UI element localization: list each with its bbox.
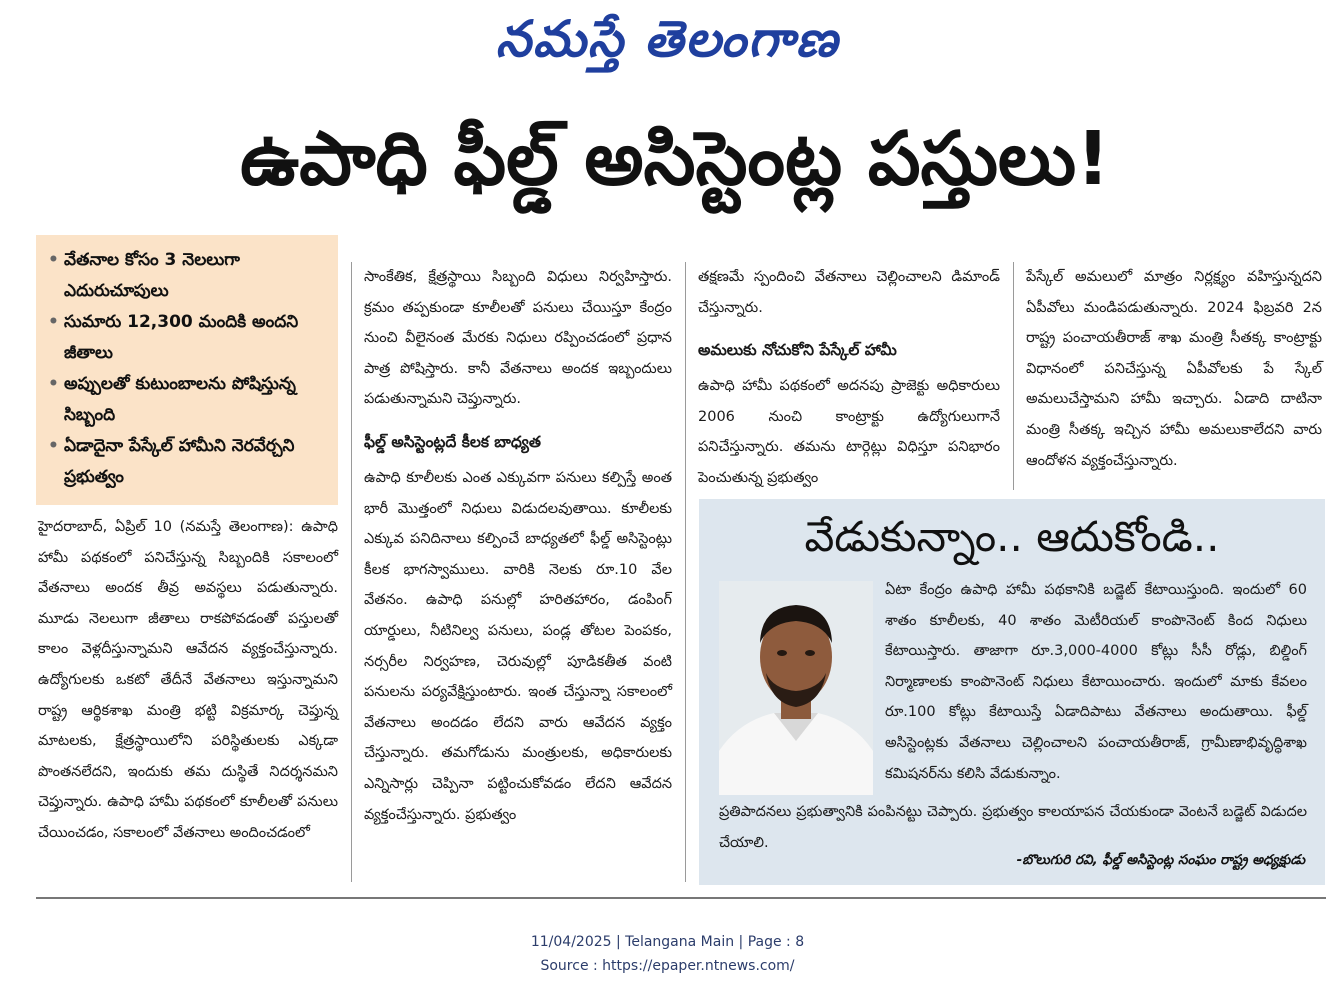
person-portrait-icon [719,581,873,795]
paragraph: పేస్కేల్ అమలులో మాత్రం నిర్లక్ష్యం వహిస్తున్నదని ఏపీవోలు మండిపడుతున్నారు. 2024 ఫిబ్రవరి 2న రాష్ట్ర పంచాయతీరాజ్ శాఖ మంత్రి సీతక్క కాంట్రాక్టు విధానంలో పనిచేస్తున్న ఏపీవోలకు పే స్కేల్ అమలుచేస్తామని హామీ ఇచ్చారు. ఏడాది దాటినా మంత్రి సీతక్క ఇచ్చిన హామీ అమలుకాలేదని వారు ఆందోళన వ్యక్తంచేస్తున్నారు. [1026,269,1322,469]
column-divider [685,262,686,882]
paragraph: సాంకేతిక, క్షేత్రస్థాయి సిబ్బంది విధులు నిర్వహిస్తారు. క్రమం తప్పకుండా కూలీలతో పనులు చేయిస్తూ కేంద్రం నుంచి వీలైనంత మేరకు నిధులు రప్పించడంలో ప్రధాన పాత్ర పోషిస్తారు. కానీ వేతనాలు అందక ఇబ్బందులు పడుతున్నామని చెప్తున్నారు. [364,269,672,408]
highlight-item: • వేతనాల కోసం 3 నెలలుగా ఎదురుచూపులు [48,245,330,307]
article-column-2 [364,262,672,830]
highlight-item: • ఏడాదైనా పేస్కేల్ హామీని నెరవేర్చని ప్రభుత్వం [48,431,330,493]
paragraph: హైదరాబాద్, ఏప్రిల్ 10 (నమస్తే తెలంగాణ): ఉపాధి హామీ పథకంలో పనిచేస్తున్న సిబ్బందికి సకాలంలో వేతనాలు అందక తీవ్ర అవస్థలు పడుతున్నారు. మూడు నెలలుగా జీతాలు రాకపోవడంతో పస్తులతో కాలం వెళ్లదీస్తున్నామని ఆవేదన వ్యక్తంచేస్తున్నారు. ఉద్యోగులకు ఒకటో తేదీనే వేతనాలు ఇస్తున్నామని రాష్ట్ర ఆర్థికశాఖ మంత్రి భట్టి విక్రమార్క చెప్తున్న మాటలకు, క్షేత్రస్థాయిలోని పరిస్థితులకు ఎక్కడా పొంతనలేదని, ఇందుకు తమ దుస్థితే నిదర్శనమని చెప్తున్నారు. ఉపాధి హామీ పథకంలో కూలీలతో పనులు చేయించడం, సకాలంలో వేతనాలు అందించడంలో [38,519,338,841]
bullet-icon: • [48,250,59,270]
footer-source: Source : https://epaper.ntnews.com/ [540,958,795,974]
newspaper-masthead: నమస్తే తెలంగాణ [495,10,840,68]
bullet-icon: • [48,312,59,332]
column-divider [1013,262,1014,490]
paragraph: ఉపాధి కూలీలకు ఎంత ఎక్కువగా పనులు కల్పిస్తే అంత భారీ మొత్తంలో నిధులు విడుదలవుతాయి. కూలీలకు ఎక్కువ పనిదినాలు కల్పించే బాధ్యతలో ఫీల్డ్ అసిస్టెంట్లు కీలక భాగస్వాములు. వారికి నెలకు రూ.10 వేల వేతనం. ఉపాధి పనుల్లో హరితహారం, డంపింగ్ యార్డులు, నీటినిల్వ పనులు, పండ్ల తోటల పెంపకం, నర్సరీల నిర్వహణ, చెరువుల్లో పూడికతీత వంటి పనులను పర్యవేక్షిస్తుంటారు. ఇంత చేస్తున్నా సకాలంలో వేతనాలు అందడం లేదని వారు ఆవేదన వ్యక్తం చేస్తున్నారు. తమగోడును మంత్రులకు, అధికారులకు ఎన్నిసార్లు చెప్పినా పట్టించుకోవడం లేదని ఆవేదన వ్యక్తంచేస్తున్నారు. ప్రభుత్వం [364,469,672,823]
person-photo [719,581,873,795]
subheading: ఫీల్డ్ అసిస్టెంట్లదే కీలక బాధ్యత [364,432,541,451]
quote-title: వేడుకున్నాం.. ఆదుకోండి.. [804,512,1220,561]
bullet-icon: • [48,374,59,394]
subheading: అమలుకు నోచుకోని పేస్కేల్ హామీ [698,341,897,360]
paragraph: ఉపాధి హామీ పథకంలో అదనపు ప్రాజెక్టు అధికారులు 2006 నుంచి కాంట్రాక్టు ఉద్యోగులుగానే పనిచేస్తున్నారు. తమను టార్గెట్లు విధిస్తూ పనిభారం పెంచుతున్న ప్రభుత్వం [698,378,1000,486]
highlight-item: • సుమారు 12,300 మందికి అందని జీతాలు [48,307,330,369]
footer-date-page: 11/04/2025 | Telangana Main | Page : 8 [530,934,805,950]
article-column-1 [38,512,338,849]
highlight-item: • అప్పులతో కుటుంబాలను పోషిస్తున్న సిబ్బంది [48,369,330,431]
highlights-box [36,235,338,505]
article-headline: ఉపాధి ఫీల్డ్ అసిస్టెంట్ల పస్తులు! [240,116,1110,202]
column-divider [351,262,352,882]
quote-text: ఏటా కేంద్రం ఉపాధి హామీ పథకానికి బడ్జెట్ కేటాయిస్తుంది. ఇందులో 60 శాతం కూలీలకు, 40 శాతం మెటీరియల్ కాంపొనెంట్ కింద నిధులు కేటాయిస్తారు. తాజాగా రూ.3,000-4000 కోట్లు సీసీ రోడ్లు, బిల్డింగ్ నిర్మాణాలకు కాంపొనెంట్ నిధులు కేటాయించారు. ఇందులో మాకు కేవలం రూ.100 కోట్లు కేటాయిస్తే ఏడాదిపాటు వేతనాలు అందుతాయి. ఫీల్డ్ అసిస్టెంట్లకు వేతనాలు చెల్లించాలని పంచాయతీరాజ్, గ్రామీణాభివృద్ధిశాఖ కమిషనర్‌ను కలిసి వేడుకున్నాం. [885,582,1307,782]
article-column-3 [698,262,1000,494]
article-column-4 [1026,262,1322,476]
quote-text-continued: ప్రతిపాదనలు ప్రభుత్వానికి పంపినట్టు చెప్పారు. ప్రభుత్వం కాలయాపన చేయకుండా వెంటనే బడ్జెట్ విడుదల చేయాలి. [719,804,1307,851]
bottom-divider [36,897,1326,899]
bullet-icon: • [48,436,59,456]
quote-box [699,499,1325,885]
paragraph: తక్షణమే స్పందించి వేతనాలు చెల్లించాలని డిమాండ్ చేస్తున్నారు. [698,269,1000,316]
quote-attribution: -బొలుగురి రవి, ఫీల్డ్ అసిస్టెంట్ల సంఘం రాష్ట్ర అధ్యక్షుడు [1016,852,1305,868]
